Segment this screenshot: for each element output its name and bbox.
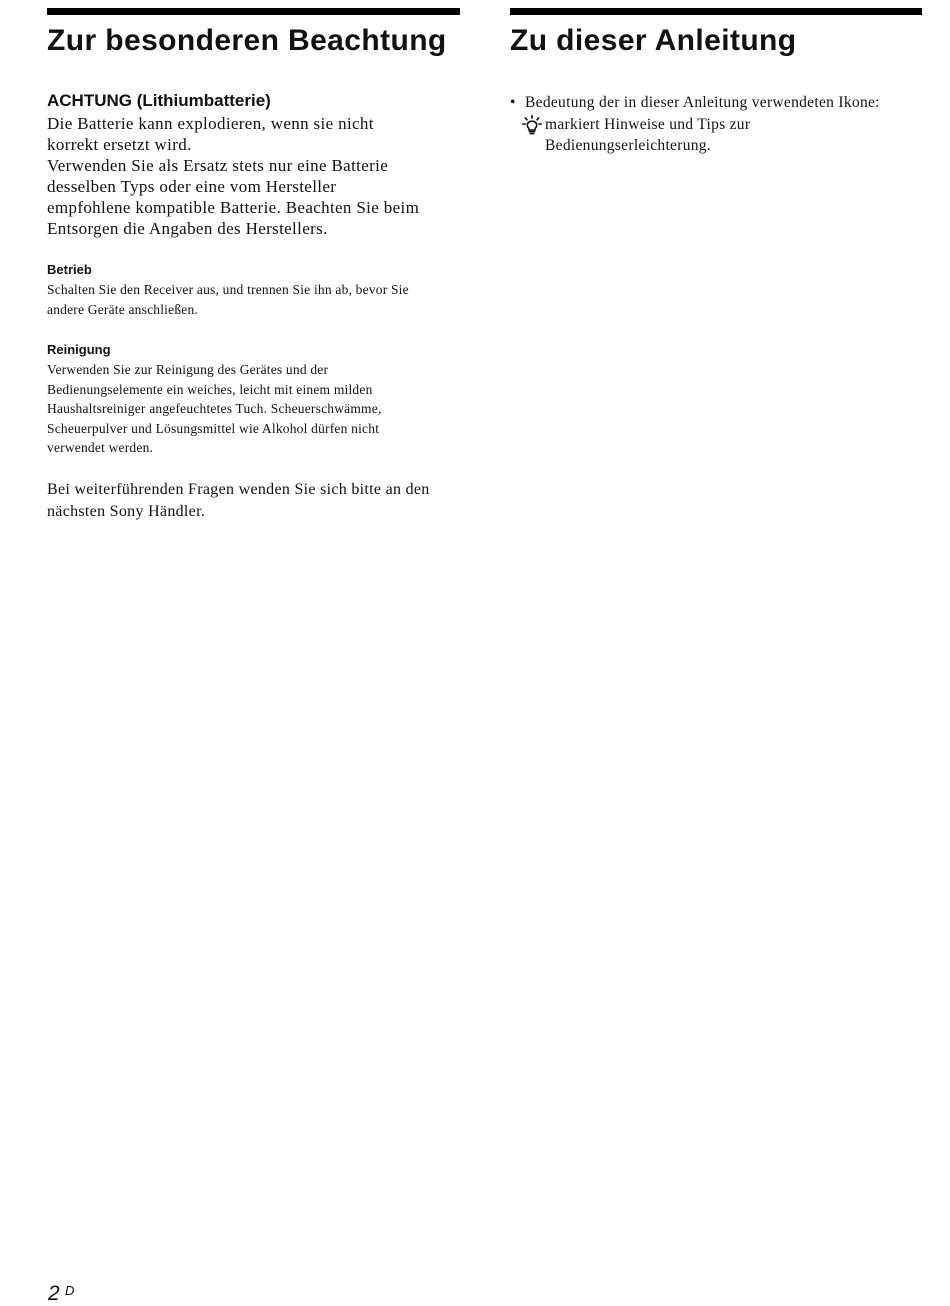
- cleaning-text: [47, 360, 382, 458]
- text-line: Bei weiterführenden Fragen wenden Sie sich bitte an den: [47, 481, 430, 498]
- text-line: empfohlene kompatible Batterie. Beachten Sie beim: [47, 198, 420, 217]
- section-rule: [47, 8, 460, 15]
- icon-explanation-text: markiert Hinweise und Tips zur: [545, 115, 751, 133]
- page-number: 2: [48, 1282, 60, 1305]
- list-item: [510, 92, 922, 114]
- page-suffix: D: [65, 1283, 75, 1298]
- text-line: verwendet werden.: [47, 440, 154, 455]
- warning-text: [47, 113, 460, 239]
- text-line: andere Geräte anschließen.: [47, 301, 198, 317]
- icon-explanation: [510, 114, 922, 136]
- cleaning-heading: Reinigung: [47, 342, 111, 357]
- text-line: korrekt ersetzt wird.: [47, 135, 192, 154]
- continuation-text: Bedienungserleichterung.: [545, 137, 712, 154]
- warning-heading: ACHTUNG (Lithiumbatterie): [47, 91, 271, 110]
- lightbulb-icon: [522, 115, 542, 135]
- section-rule: [510, 8, 922, 15]
- operation-heading: Betrieb: [47, 262, 92, 277]
- right-column: [510, 8, 922, 154]
- text-line: Entsorgen die Angaben des Herstellers.: [47, 219, 328, 238]
- bullet-list: [510, 92, 922, 157]
- text-line: Haushaltsreiniger angefeuchtetes Tuch. Scheuerschwämme,: [47, 401, 382, 416]
- left-column: [47, 8, 460, 520]
- text-line: nächsten Sony Händler.: [47, 502, 206, 520]
- section-title-anleitung: Zu dieser Anleitung: [510, 24, 797, 57]
- bullet-text: Bedeutung der in dieser Anleitung verwendeten Ikone:: [525, 94, 880, 111]
- list-item-continuation: [510, 135, 922, 157]
- operation-text: [47, 280, 409, 319]
- text-line: Scheuerpulver und Lösungsmittel wie Alkohol dürfen nicht: [47, 420, 380, 436]
- closing-text: [47, 479, 430, 522]
- bullet-symbol: •: [510, 94, 516, 111]
- text-line: Verwenden Sie zur Reinigung des Gerätes und der: [47, 362, 329, 377]
- section-title-beachtung: Zur besonderen Beachtung: [47, 24, 447, 57]
- text-line: Verwenden Sie als Ersatz stets nur eine Batterie: [47, 156, 389, 175]
- text-line: desselben Typs oder eine vom Hersteller: [47, 177, 337, 196]
- text-line: Die Batterie kann explodieren, wenn sie nicht: [47, 114, 374, 133]
- text-line: Schalten Sie den Receiver aus, und trennen Sie ihn ab, bevor Sie: [47, 282, 409, 297]
- text-line: Bedienungselemente ein weiches, leicht mit einem milden: [47, 381, 373, 397]
